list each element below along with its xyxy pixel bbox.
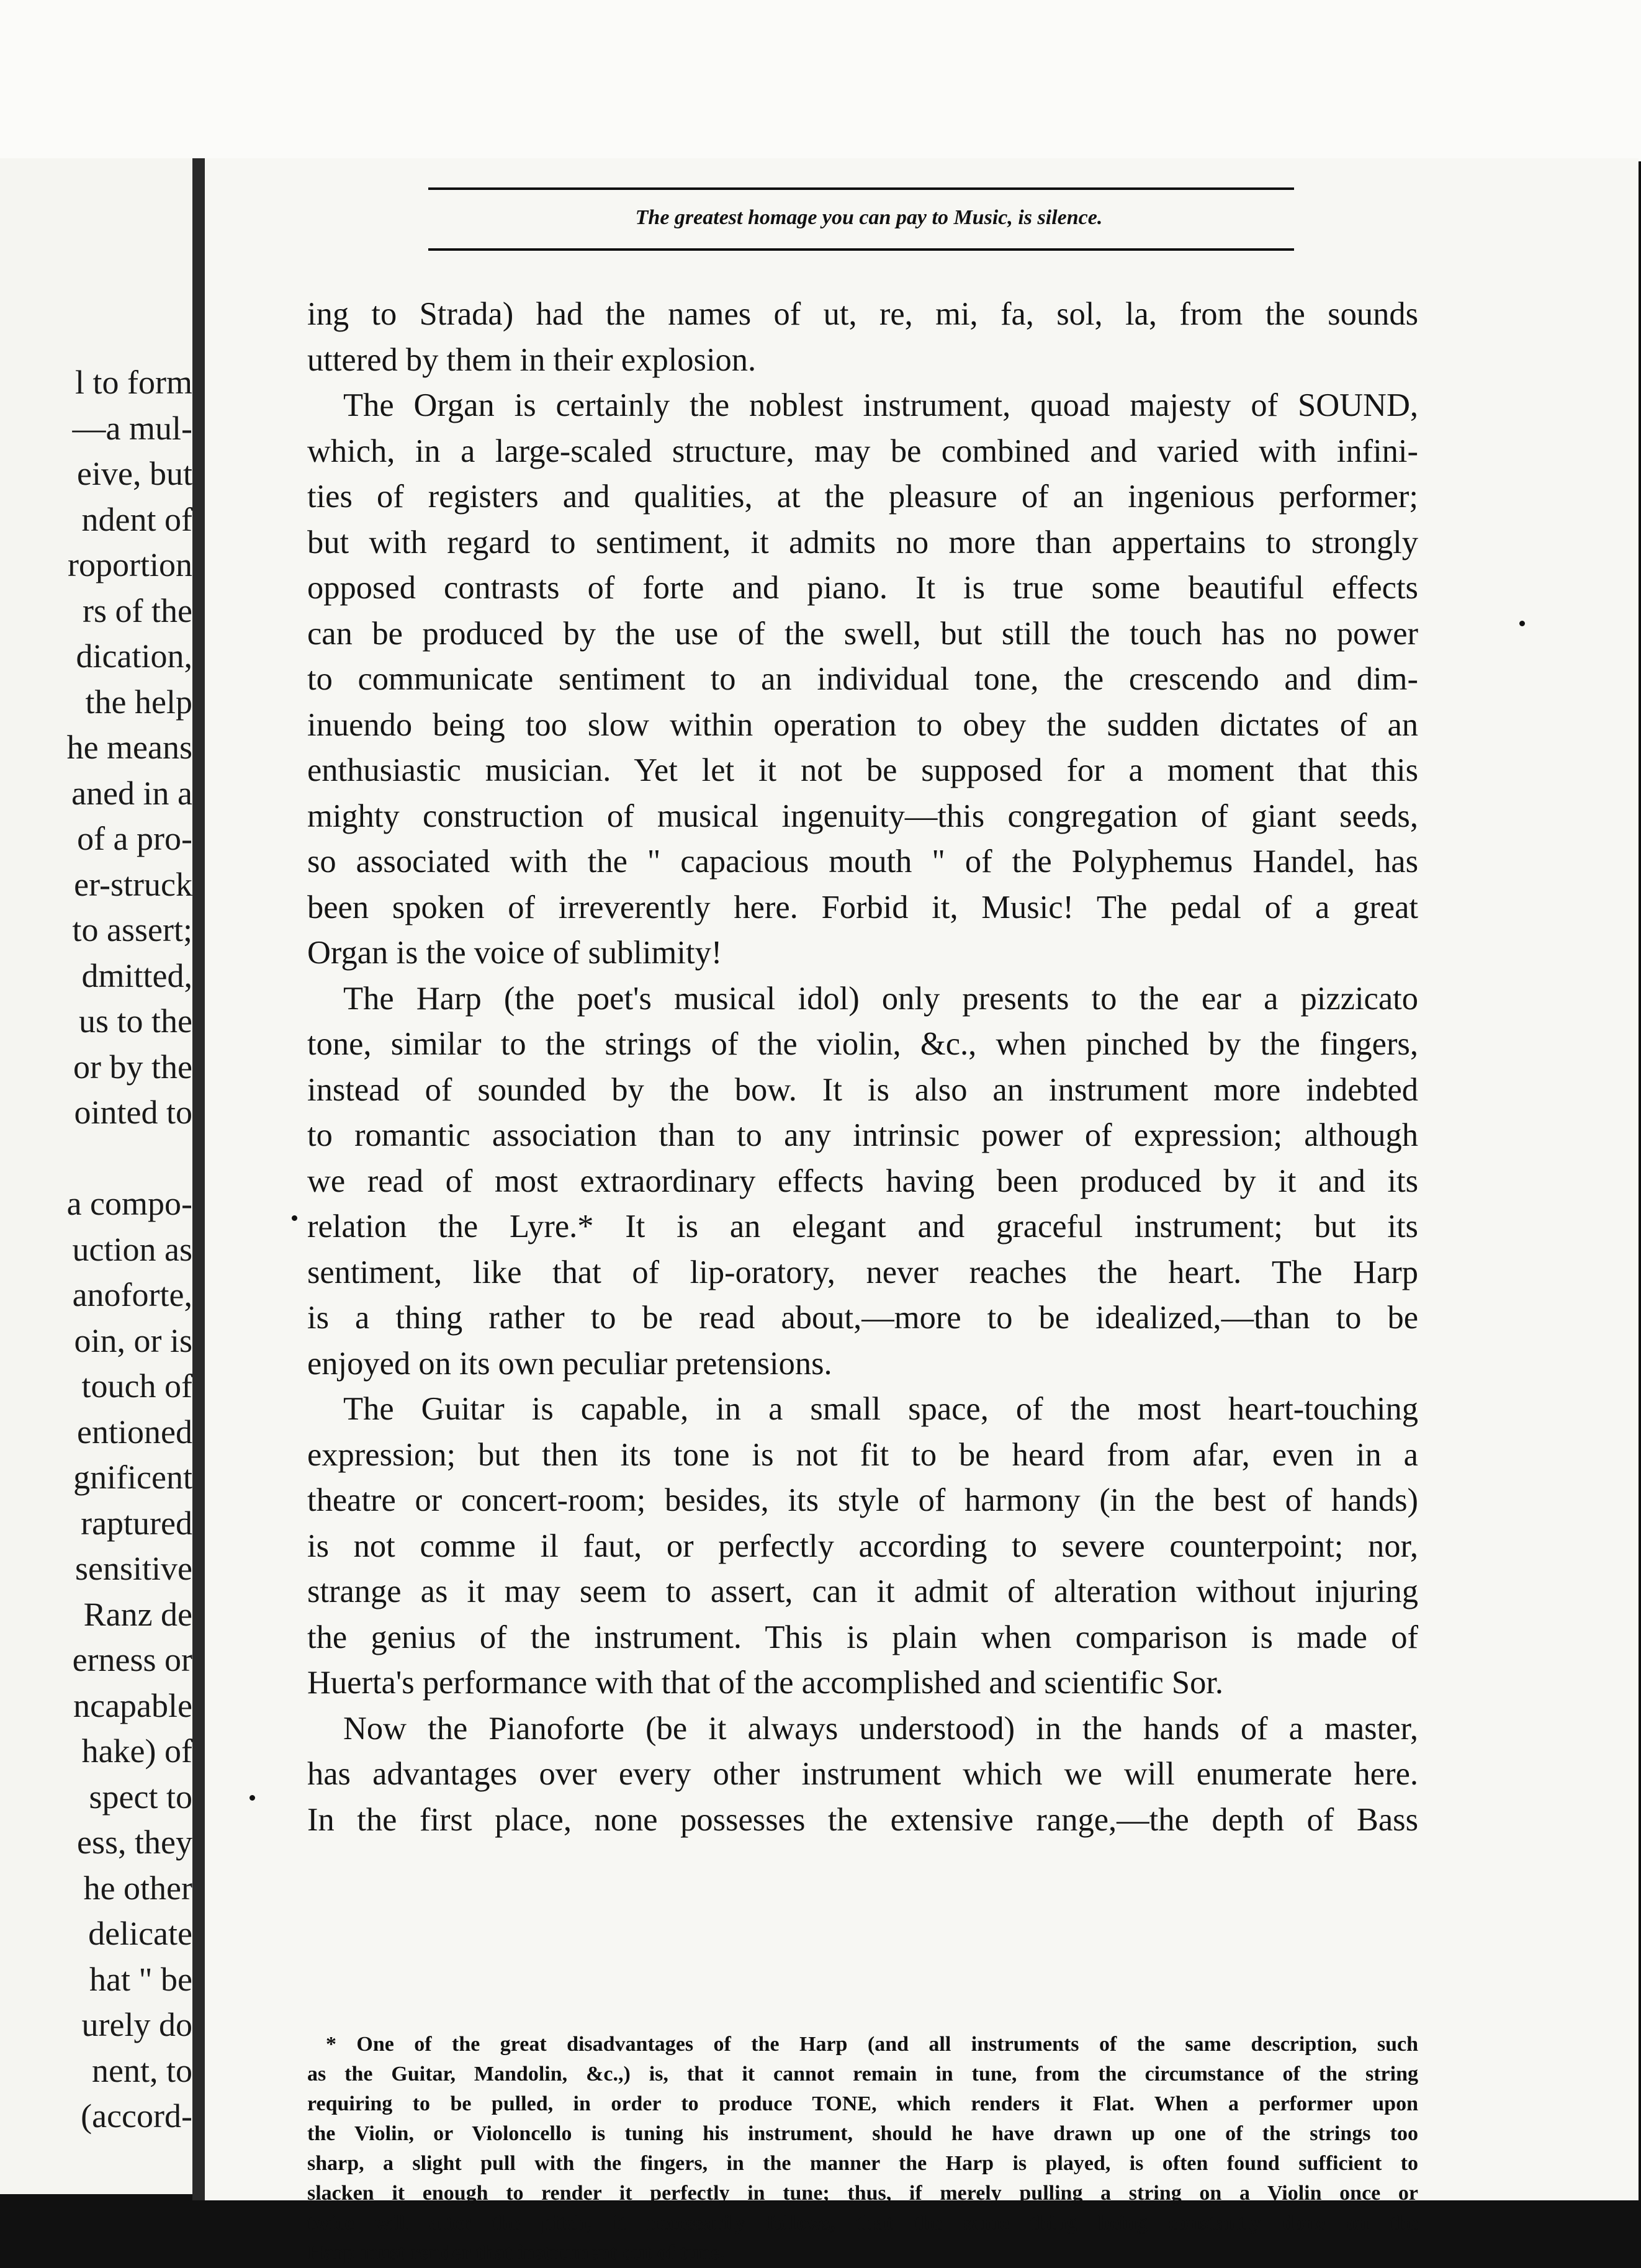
- page-header-epigraph: The greatest homage you can pay to Music, is silence.: [635, 206, 1103, 229]
- footnote-line: * One of the great disadvantages of the Harp (and all instruments of the same description, such: [326, 2033, 1418, 2056]
- left-page-line: nent, to: [92, 2051, 192, 2089]
- left-page-line: urely do: [81, 2006, 192, 2043]
- body-line: has advantages over every other instrument which we will enumerate here.: [307, 1756, 1418, 1792]
- footnote-line: slacken it enough to render it perfectly in tune; thus, if merely pulling a string on a Violin once or: [307, 2182, 1418, 2205]
- left-page-line: eive, but: [77, 455, 192, 492]
- left-page-line: dication,: [76, 637, 192, 675]
- left-page-line: raptured: [81, 1504, 192, 1542]
- footnote-line: Harp must render that instrument out of tune.: [307, 2241, 726, 2264]
- body-line: The Organ is certainly the noblest instrument, quoad majesty of SOUND,: [343, 387, 1418, 423]
- left-page-line: hat " be: [89, 1960, 192, 1998]
- left-page-line: to assert;: [72, 911, 192, 948]
- body-line: to communicate sentiment to an individual tone, the crescendo and dim-: [307, 661, 1418, 697]
- book-gutter: [192, 158, 205, 2200]
- left-page-line: anoforte,: [72, 1276, 192, 1313]
- left-page-line: delicate: [88, 1915, 192, 1952]
- left-page-line: or by the: [73, 1048, 192, 1086]
- body-line: been spoken of irreverently here. Forbid it, Music! The pedal of a great: [307, 889, 1418, 925]
- body-line: we read of most extraordinary effects having been produced by it and its: [307, 1163, 1418, 1199]
- body-line: is a thing rather to be read about,—more to be idealized,—than to be: [307, 1300, 1418, 1336]
- speck: [1519, 621, 1525, 626]
- header-rule-bottom: [428, 248, 1294, 251]
- header-rule-top: [428, 187, 1294, 190]
- body-line: tone, similar to the strings of the violin, &c., when pinched by the fingers,: [307, 1026, 1418, 1062]
- left-page-line: —a mul-: [72, 409, 192, 447]
- body-line: so associated with the " capacious mouth " of the Polyphemus Handel, has: [307, 844, 1418, 880]
- left-page-line: spect to: [89, 1778, 192, 1816]
- left-page-line: us to the: [79, 1002, 192, 1040]
- body-text: [307, 292, 1418, 1843]
- body-line: opposed contrasts of forte and piano. It is true some beautiful effects: [307, 570, 1418, 606]
- body-line: theatre or concert-room; besides, its style of harmony (in the best of hands): [307, 1482, 1418, 1518]
- left-page-line: a compo-: [66, 1185, 192, 1222]
- body-line: the genius of the instrument. This is plain when comparison is made of: [307, 1619, 1418, 1655]
- left-page-line: er-struck: [74, 865, 192, 903]
- body-line: uttered by them in their explosion.: [307, 341, 757, 378]
- left-page-line: rs of the: [83, 592, 192, 629]
- left-page-line: oin, or is: [74, 1321, 192, 1359]
- body-line: but with regard to sentiment, it admits no more than appertains to strongly: [307, 524, 1418, 560]
- footnote-line: twice will alter the pitch, it necessarily follows, that the same thing being constantly done on the: [307, 2212, 1418, 2234]
- body-line: mighty construction of musical ingenuity—this congregation of giant seeds,: [307, 798, 1418, 834]
- body-line: Organ is the voice of sublimity!: [307, 935, 722, 971]
- body-line: to romantic association than to any intrinsic power of expression; although: [307, 1117, 1418, 1153]
- body-line: Huerta's performance with that of the accomplished and scientific Sor.: [307, 1665, 1224, 1701]
- body-line: The Harp (the poet's musical idol) only presents to the ear a pizzicato: [343, 980, 1418, 1017]
- left-page-line: he other: [83, 1869, 192, 1907]
- body-line: The Guitar is capable, in a small space, of the most heart-touching: [343, 1391, 1418, 1427]
- left-page-line: the help: [85, 683, 192, 721]
- left-page-line: ndent of: [81, 500, 192, 538]
- left-page-line: ess, they: [77, 1824, 192, 1861]
- left-page-line: aned in a: [71, 774, 192, 812]
- footnote-line: the Violin, or Violoncello is tuning his instrument, should he have drawn up one of the strings too: [307, 2122, 1418, 2145]
- body-line: relation the Lyre.* It is an elegant and graceful instrument; but its: [307, 1208, 1418, 1244]
- left-page-line: (accord-: [81, 2097, 192, 2135]
- left-page-line: Ranz de: [83, 1595, 192, 1633]
- footnote-line: sharp, a slight pull with the fingers, in the manner the Harp is played, is often found sufficient to: [307, 2152, 1418, 2175]
- body-line: inuendo being too slow within operation to obey the sudden dictates of an: [307, 706, 1418, 743]
- body-line: enthusiastic musician. Yet let it not be supposed for a moment that this: [307, 752, 1418, 788]
- body-line: expression; but then its tone is not fit to be heard from afar, even in a: [307, 1436, 1418, 1473]
- body-line: enjoyed on its own peculiar pretensions.: [307, 1345, 832, 1382]
- body-line: ties of registers and qualities, at the pleasure of an ingenious performer;: [307, 479, 1418, 515]
- left-page-line: dmitted,: [81, 956, 192, 994]
- footnote-line: requiring to be pulled, in order to produce TONE, which renders it Flat. When a performer upon: [307, 2092, 1418, 2115]
- left-page-line: ointed to: [74, 1094, 192, 1131]
- footnote: [307, 2030, 1418, 2268]
- body-line: instead of sounded by the bow. It is also an instrument more indebted: [307, 1071, 1418, 1108]
- body-line: In the first place, none possesses the extensive range,—the depth of Bass: [307, 1801, 1418, 1838]
- left-page-line: l to form: [75, 364, 192, 401]
- body-line: sentiment, like that of lip-oratory, never reaches the heart. The Harp: [307, 1254, 1418, 1290]
- facing-page-top: [0, 0, 1641, 161]
- body-line: strange as it may seem to assert, can it admit of alteration without injuring: [307, 1573, 1418, 1609]
- speck: [292, 1215, 297, 1221]
- left-page-line: gnificent: [73, 1459, 192, 1496]
- left-page-line: sensitive: [75, 1550, 192, 1587]
- speck: [250, 1795, 255, 1801]
- footnote-line: as the Guitar, Mandolin, &c.,) is, that it cannot remain in tune, from the circumstance of the string: [307, 2063, 1418, 2086]
- body-line: Now the Pianoforte (be it always understood) in the hands of a master,: [343, 1710, 1418, 1747]
- left-page-line: touch of: [81, 1367, 192, 1405]
- body-line: ing to Strada) had the names of ut, re, mi, fa, sol, la, from the sounds: [307, 296, 1418, 332]
- left-page-line: roportion: [68, 546, 192, 583]
- left-page-line: erness or: [72, 1641, 192, 1678]
- body-line: can be produced by the use of the swell, but still the touch has no power: [307, 615, 1418, 652]
- left-page-line: he means: [66, 729, 192, 766]
- left-page-line: ncapable: [73, 1686, 192, 1724]
- left-page-fragment: [0, 158, 192, 2194]
- left-page-line: entioned: [77, 1413, 192, 1451]
- left-page-line: hake) of: [81, 1732, 192, 1770]
- body-line: which, in a large-scaled structure, may be combined and varied with infini-: [307, 433, 1418, 469]
- left-page-line: uction as: [72, 1230, 192, 1268]
- left-page-line: of a pro-: [77, 820, 192, 857]
- body-line: is not comme il faut, or perfectly according to severe counterpoint; nor,: [307, 1528, 1418, 1564]
